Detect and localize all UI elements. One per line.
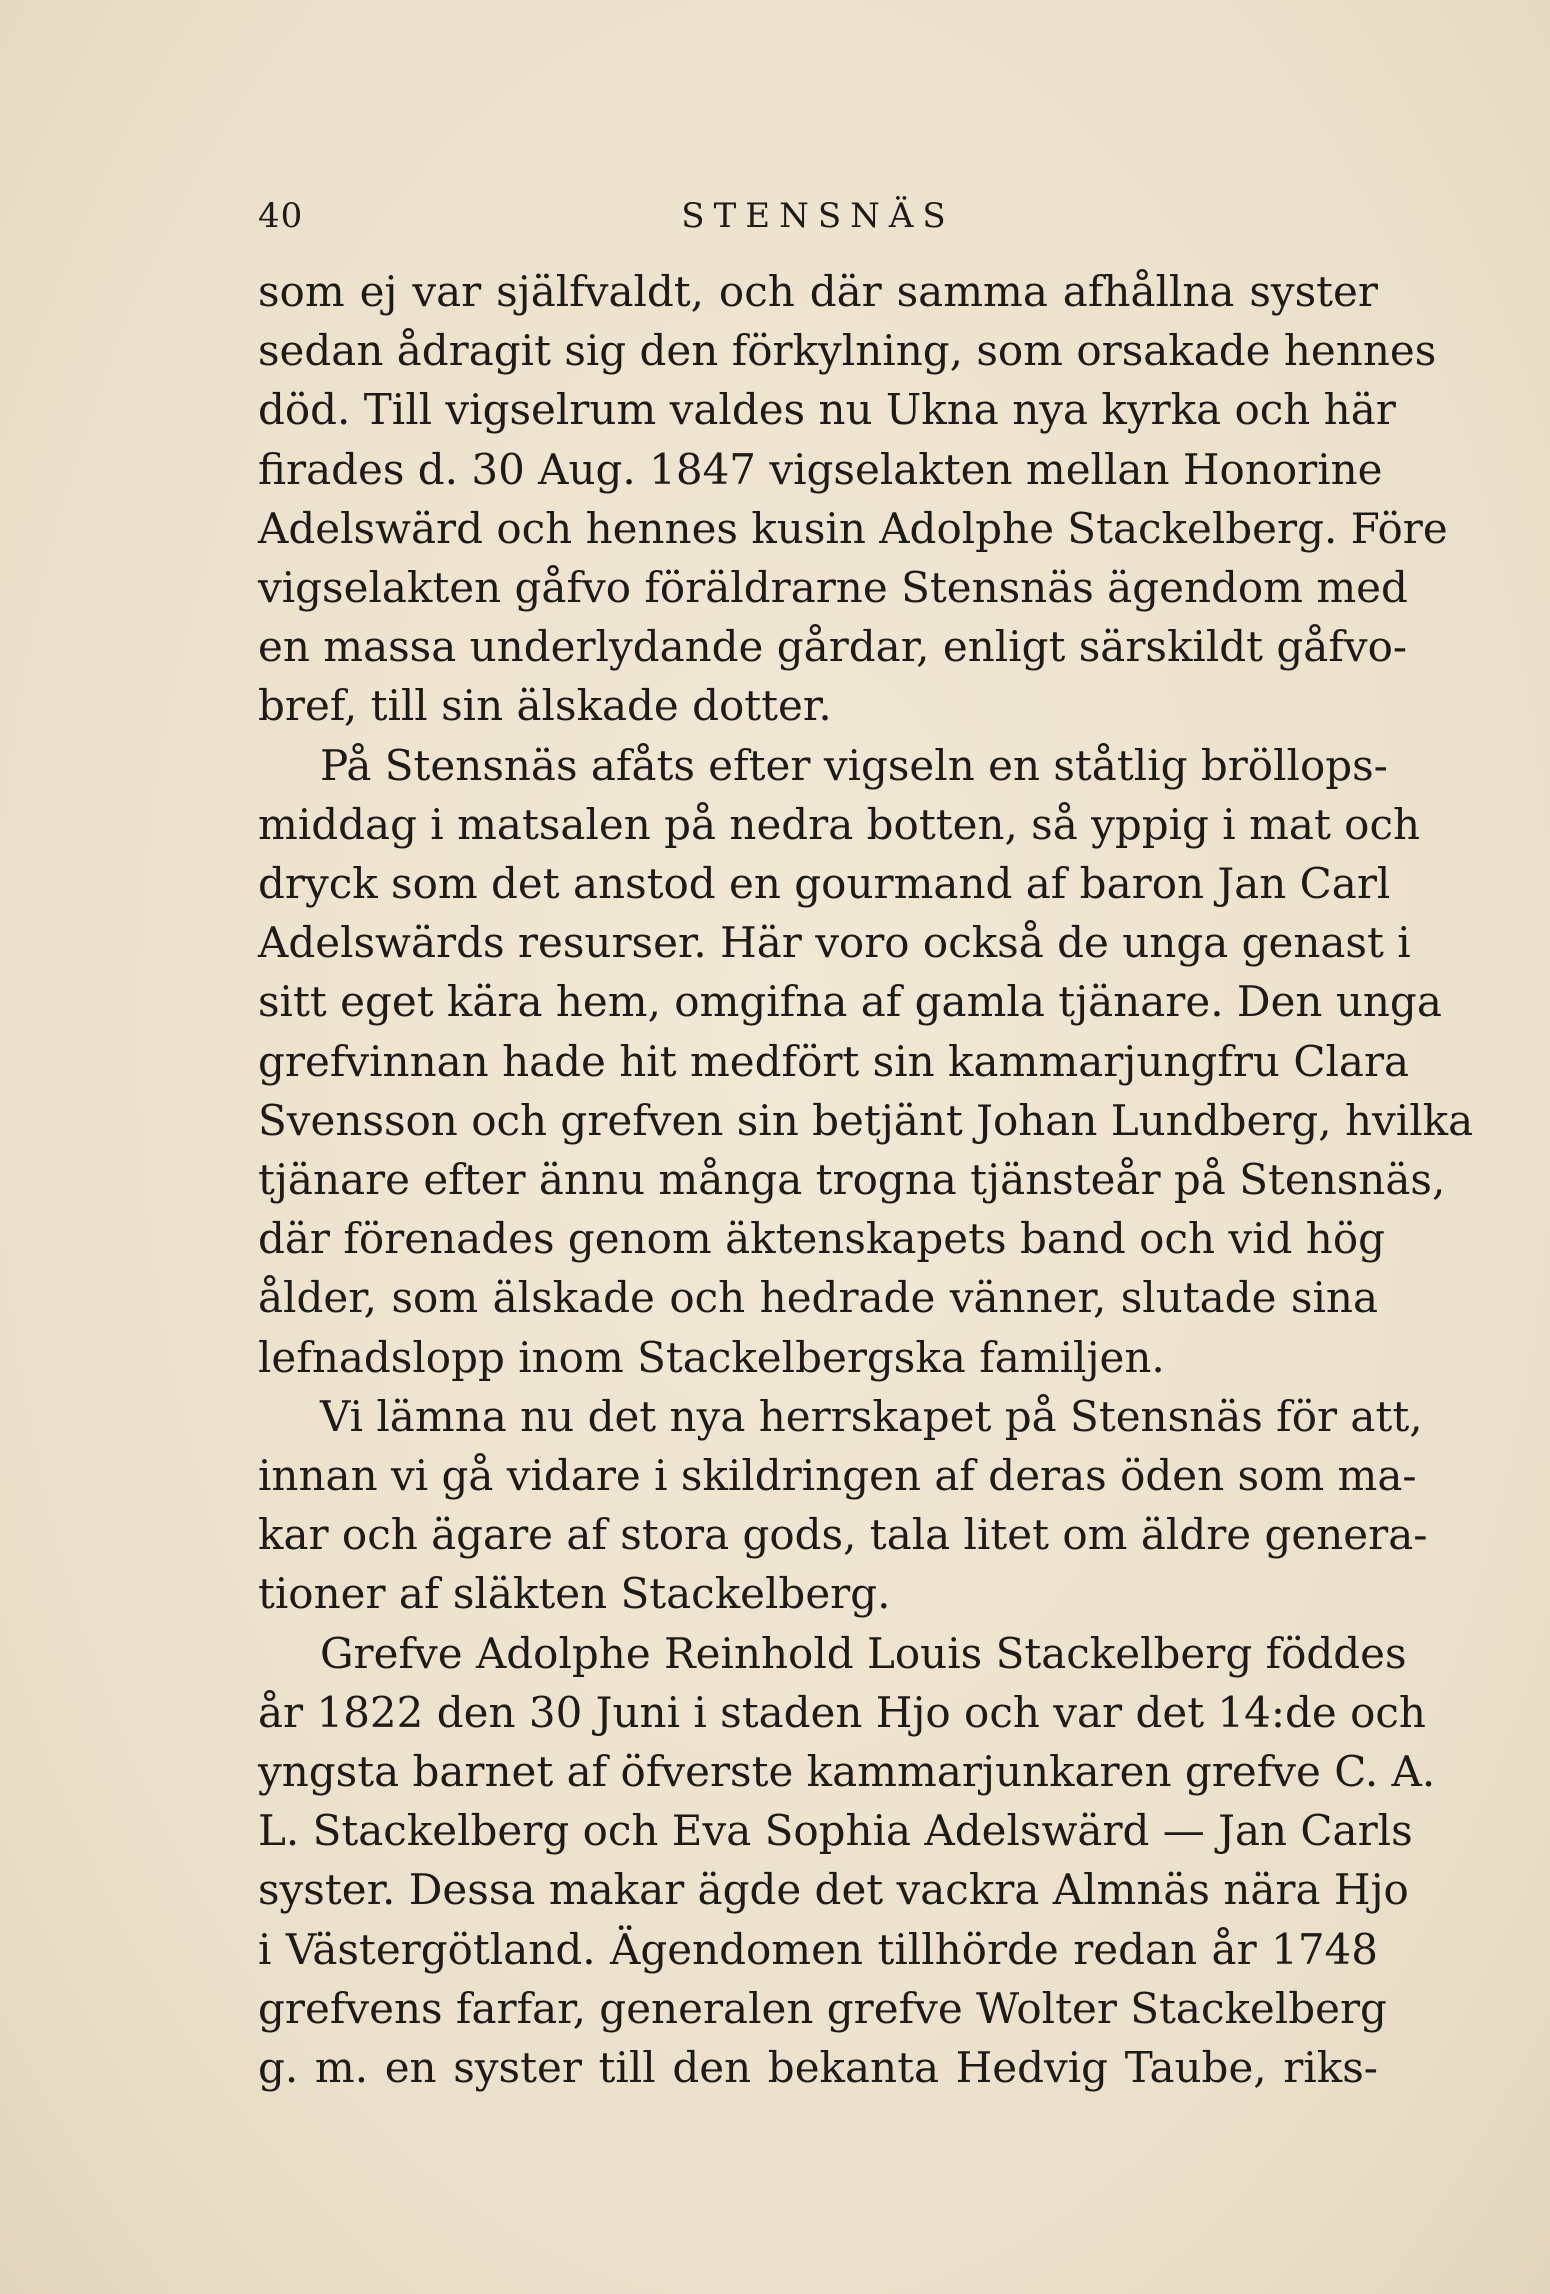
text-line: Vi lämna nu det nya herrskapet på Stensnäs för att, xyxy=(320,1391,1423,1441)
text-line: där förenades genom äktenskapets band och vid hög xyxy=(258,1214,1385,1264)
text-line: tjänare efter ännu många trogna tjänsteår på Stensnäs, xyxy=(258,1155,1446,1205)
text-line: sedan ådragit sig den förkylning, som orsakade hennes xyxy=(258,326,1437,376)
text-line: grefvinnan hade hit medfört sin kammarjungfru Clara xyxy=(258,1036,1410,1086)
text-line: tioner af släkten Stackelberg. xyxy=(258,1569,891,1619)
text-line: yngsta barnet af öfverste kammarjunkaren grefve C. A. xyxy=(258,1747,1436,1797)
text-line: middag i matsalen på nedra botten, så yppig i mat och xyxy=(258,799,1421,849)
text-line: På Stensnäs afåts efter vigseln en ståtlig bröllops- xyxy=(320,740,1388,790)
text-line: Adelswärd och hennes kusin Adolphe Stackelberg. Före xyxy=(258,503,1448,553)
text-line: Adelswärds resurser. Här voro också de unga genast i xyxy=(258,918,1411,968)
text-line: lefnadslopp inom Stackelbergska familjen. xyxy=(258,1332,1165,1382)
text-line: grefvens farfar, generalen grefve Wolter Stackelberg xyxy=(258,1983,1387,2033)
text-line: död. Till vigselrum valdes nu Ukna nya kyrka och här xyxy=(258,385,1396,435)
text-line: ålder, som älskade och hedrade vänner, slutade sina xyxy=(258,1273,1378,1323)
text-line: L. Stackelberg och Eva Sophia Adelswärd — Jan Carls xyxy=(258,1806,1413,1856)
text-line: år 1822 den 30 Juni i staden Hjo och var det 14:de och xyxy=(258,1687,1426,1737)
page-number: 40 xyxy=(258,196,304,236)
text-line: sitt eget kära hem, omgifna af gamla tjänare. Den unga xyxy=(258,977,1442,1027)
running-title: STENSNÄS xyxy=(681,196,955,236)
text-line: Svensson och grefven sin betjänt Johan Lundberg, hvilka xyxy=(258,1095,1474,1145)
text-line: bref, till sin älskade dotter. xyxy=(258,681,832,731)
text-line: kar och ägare af stora gods, tala litet om äldre genera- xyxy=(258,1510,1428,1560)
text-line: Grefve Adolphe Reinhold Louis Stackelberg föddes xyxy=(320,1628,1407,1678)
text-line: innan vi gå vidare i skildringen af deras öden som ma- xyxy=(258,1451,1417,1501)
text-line: firades d. 30 Aug. 1847 vigselakten mellan Honorine xyxy=(258,444,1383,494)
text-line: en massa underlydande gårdar, enligt särskildt gåfvo- xyxy=(258,622,1408,672)
text-line: dryck som det anstod en gourmand af baron Jan Carl xyxy=(258,859,1391,909)
text-line: vigselakten gåfvo föräldrarne Stensnäs ägendom med xyxy=(258,563,1408,613)
text-line: i Västergötland. Ägendomen tillhörde redan år 1748 xyxy=(258,1924,1378,1974)
page-header xyxy=(258,190,1378,250)
text-line: som ej var själfvaldt, och där samma afhållna syster xyxy=(258,267,1378,316)
text-line: syster. Dessa makar ägde det vackra Almnäs nära Hjo xyxy=(258,1865,1409,1915)
text-line: g. m. en syster till den bekanta Hedvig Taube, riks- xyxy=(258,2043,1378,2093)
body-text xyxy=(258,262,1474,2097)
